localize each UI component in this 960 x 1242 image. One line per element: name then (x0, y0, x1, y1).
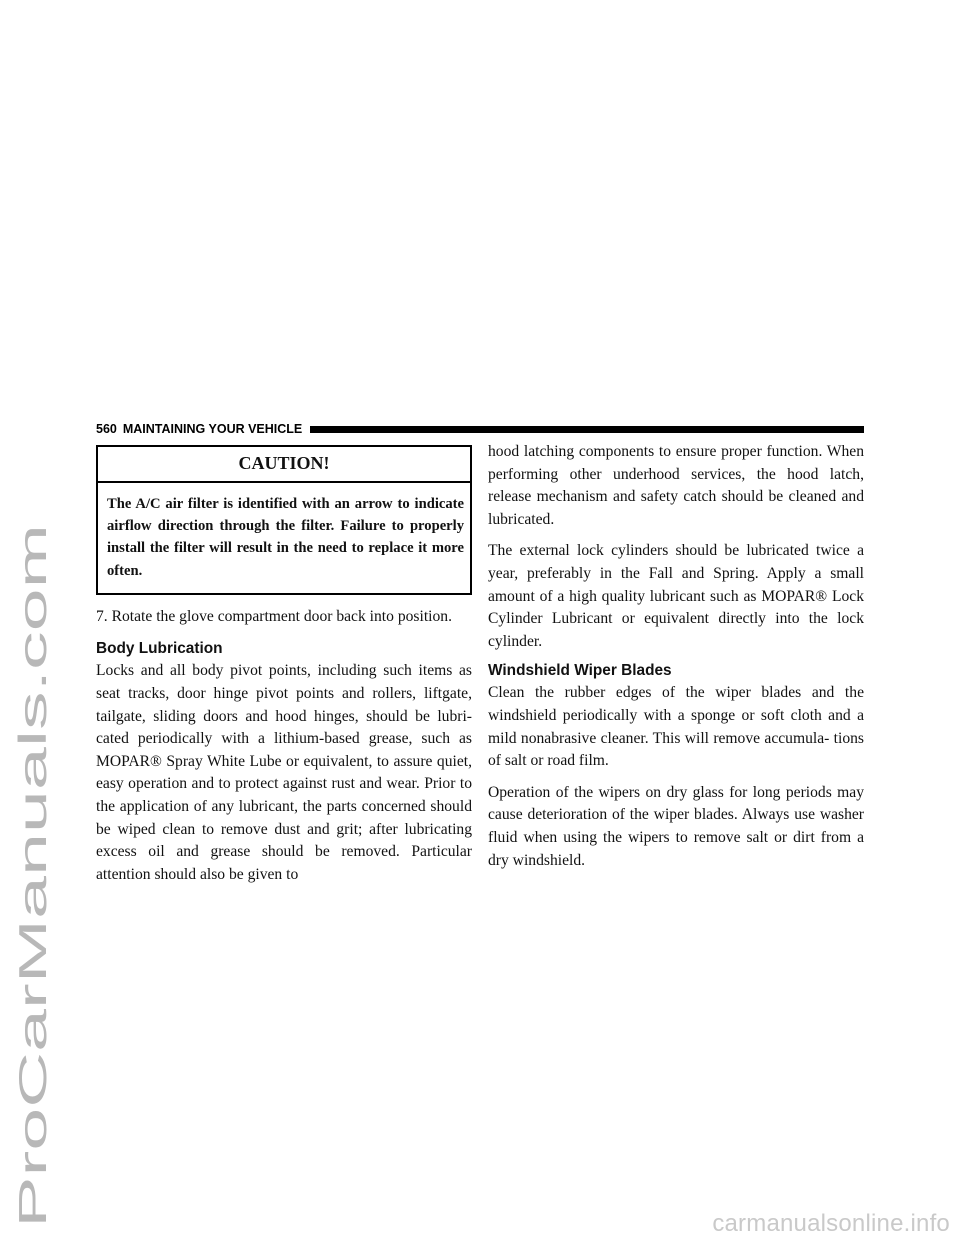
left-column (96, 445, 472, 886)
page-number: 560 (96, 422, 117, 436)
side-watermark (6, 512, 58, 1232)
wiper-blades-paragraph-2: Operation of the wipers on dry glass for long periods may cause deterioration of the wiper blades. Always use washer fluid when using the wipers to remove salt or dirt from a dry windshield. (488, 783, 864, 869)
section-title: MAINTAINING YOUR VEHICLE (122, 422, 303, 436)
caution-text: The A/C air filter is identified with an arrow to indicate airflow direction through the filter. Failure to properly install the filter will result in the need to replace it more often. (107, 496, 464, 579)
body-lubrication-paragraph: Locks and all body pivot points, including such items as seat tracks, door hinge pivot points and rollers, liftgate, tailgate, sliding doors and hood hinges, should be lubri- cated periodically with a lithium-based grease, such as MOPAR® Spray White Lube or equivalent, to assure quiet, easy operation and to protect against rust and wear. Prior to the application of any lubricant, the parts concerned should be wiped clean to remove dust and grit; after lubricating excess oil and grease should be removed. Particular attention should also be given to (96, 662, 472, 883)
header-rule (310, 426, 864, 433)
wiper-blades-paragraph-1: Clean the rubber edges of the wiper blades and the windshield periodically with a sponge or soft cloth and a mild nonabrasive cleaner. This will remove accumula- tions of salt or road film. (488, 684, 864, 770)
running-header (96, 419, 864, 439)
caution-title: CAUTION! (98, 447, 470, 483)
wiper-blades-heading: Windshield Wiper Blades (488, 662, 672, 680)
hood-latch-paragraph: hood latching components to ensure proper function. When performing other underhood services, the hood latch, release mechanism and safety catch should be cleaned and lubricated. (488, 443, 864, 528)
bottom-watermark: carmanualsonline.info (712, 1210, 950, 1237)
caution-box (96, 445, 472, 595)
step-7: 7. Rotate the glove compartment door back into position. (96, 607, 452, 625)
side-watermark-text: ProCarManuals.com (12, 872, 55, 1228)
lock-cylinders-paragraph: The external lock cylinders should be lubricated twice a year, preferably in the Fall and Spring. Apply a small amount of a high quality lubricant such as MOPAR® Lock Cylinder Lubricant or equivalent directly into the lock cylinder. (488, 542, 864, 650)
right-column (488, 441, 864, 872)
body-lubrication-heading: Body Lubrication (96, 640, 223, 658)
